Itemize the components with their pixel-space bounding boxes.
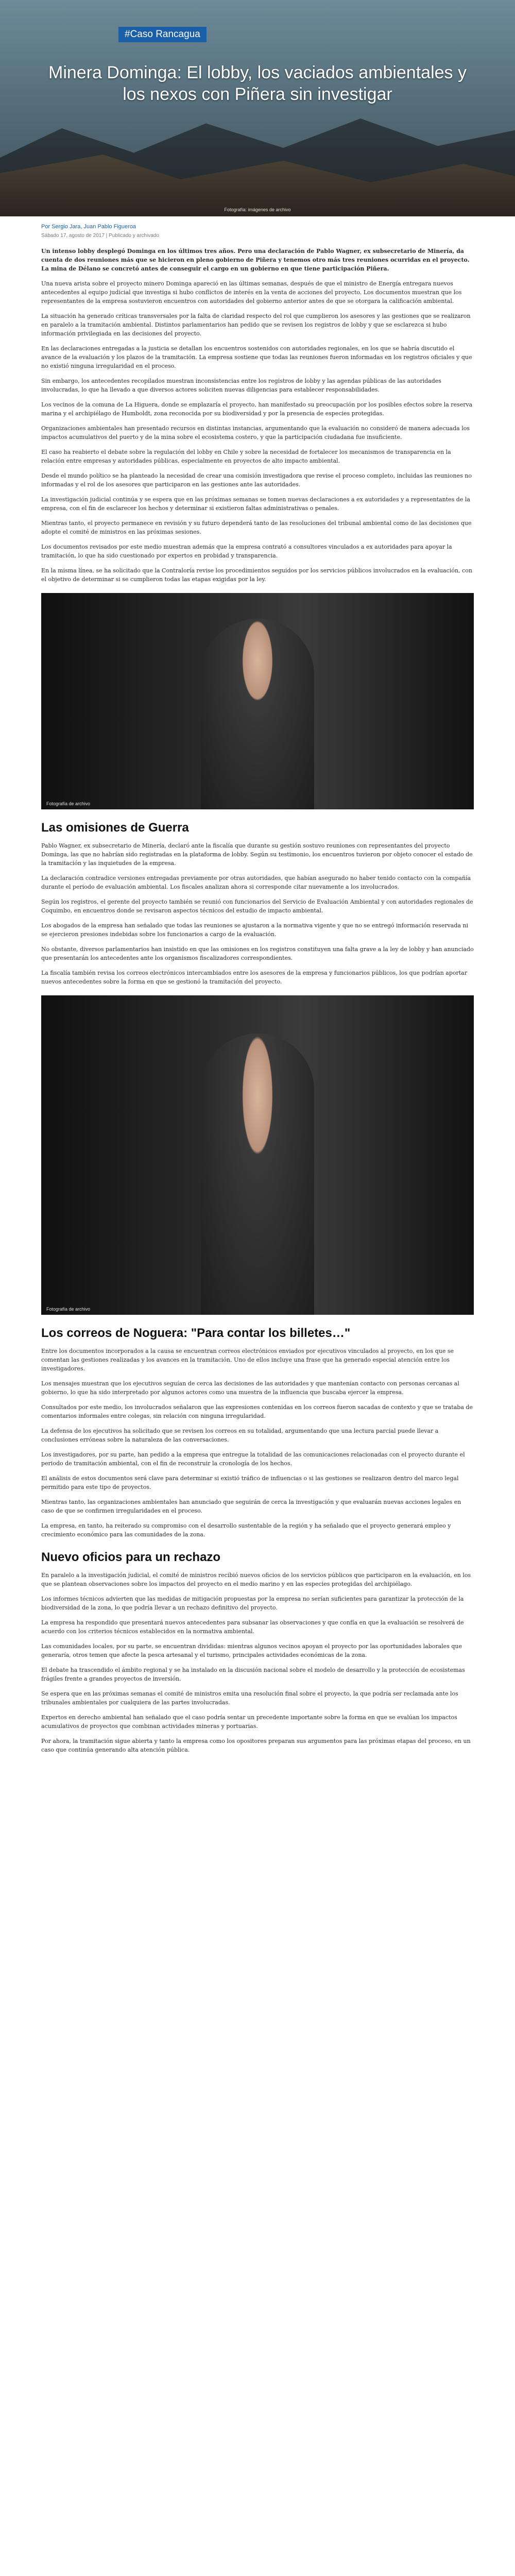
- section-heading: Los correos de Noguera: "Para contar los billetes…": [41, 1326, 351, 1340]
- lead-paragraph: Un intenso lobby desplegó Dominga en los últimos tres años. Pero una declaración de Pablo Wagner, ex subsecretario de Minería, da cuenta de dos reuniones más que se hicieron en pleno gobierno de Piñera y tenemos otro más tres reuniones ocurridas en el proyecto. La mina de Délano se concretó antes de conseguir el cargo en un gobierno en que tiene participación Piñera.: [41, 248, 470, 272]
- article-photo-2: [41, 995, 474, 1315]
- body-paragraph: La fiscalía también revisa los correos electrónicos intercambiados entre los asesores de la empresa y funcionarios públicos, los que podrían aportar nuevos antecedentes sobre la forma en que se gestionó la tramitación del proyecto.: [41, 970, 467, 985]
- section-heading: Nuevo oficios para un rechazo: [41, 1550, 221, 1564]
- body-paragraphs: [41, 279, 474, 584]
- section-heading: Las omisiones de Guerra: [41, 821, 189, 835]
- body-paragraph: Mientras tanto, el proyecto permanece en revisión y su futuro dependerá tanto de las resoluciones del tribunal ambiental como de las decisiones que adopte el comité de ministros en las próximas sesiones.: [41, 520, 472, 535]
- body-paragraph: La declaración contradice versiones entregadas previamente por otras autoridades, que habían asegurado no haber tenido contacto con la compañía durante el periodo de evaluación ambiental. Los fiscales analizan ahora si corresponde citar nuevamente a los involucrados.: [41, 875, 471, 890]
- hero-caption: Fotografía: imágenes de archivo: [224, 207, 291, 212]
- body-paragraph: Consultados por este medio, los involucrados señalaron que las expresiones contenidas en los correos fueron sacadas de contexto y que se trataba de comentarios informales entre colegas, sin relación con ninguna irregularidad.: [41, 1404, 473, 1419]
- section-intro: [41, 247, 474, 584]
- body-paragraph: Los investigadores, por su parte, han pedido a la empresa que entregue la totalidad de las comunicaciones relacionadas con el proyecto durante el periodo de tramitación ambiental, con el fin de reconstruir la cronología de los hechos.: [41, 1451, 465, 1467]
- body-paragraph: La defensa de los ejecutivos ha solicitado que se revisen los correos en su totalidad, argumentando que una lectura parcial puede llevar a conclusiones erróneas sobre la naturaleza de las conversaciones.: [41, 1428, 439, 1443]
- body-paragraph: La empresa ha respondido que presentará nuevos antecedentes para subsanar las observaciones y que confía en que la evaluación se resolverá de acuerdo con los criterios técnicos establecidos en la normativa ambiental.: [41, 1619, 464, 1635]
- body-paragraph: Entre los documentos incorporados a la causa se encuentran correos electrónicos enviados por ejecutivos vinculados al proyecto, en los que se comentan las gestiones realizadas y los avances en la tramitación. Uno de ellos incluye una frase que ha generado especial atención entre los investigadores.: [41, 1348, 454, 1372]
- body-paragraph: El caso ha reabierto el debate sobre la regulación del lobby en Chile y sobre la necesidad de fortalecer los mecanismos de transparencia en la relación entre empresas y autoridades públicas, especialmente en proyectos de alto impacto ambiental.: [41, 449, 451, 464]
- body-paragraph: Las comunidades locales, por su parte, se encuentran divididas: mientras algunos vecinos apoyan el proyecto por las oportunidades laborales que generaría, otros temen que afecte la pesca artesanal y el turismo, principales actividades económicas de la zona.: [41, 1643, 462, 1658]
- body-paragraph: El debate ha trascendido el ámbito regional y se ha instalado en la discusión nacional sobre el modelo de desarrollo y la protección de ecosistemas frágiles frente a grandes proyectos de inversión.: [41, 1667, 465, 1682]
- body-paragraph: En paralelo a la investigación judicial, el comité de ministros recibió nuevos oficios de los servicios públicos que participaron en la evaluación, en los que se plantean observaciones sobre los impactos del proyecto en el medio marino y en las especies protegidas del archipiélago.: [41, 1572, 471, 1587]
- body-paragraph: Una nueva arista sobre el proyecto minero Dominga apareció en las últimas semanas, después de que el ministro de Energía entregara nuevos antecedentes al equipo judicial que investiga si hubo conflictos de interés en la venta de acciones del proyecto. Los documentos muestran que los representantes de la empresa sostuvieron encuentros con autoridades del gobierno anterior antes de que se otorgara la calificación ambiental.: [41, 280, 462, 304]
- person-silhouette: [201, 619, 314, 809]
- section-oficios: [41, 1550, 474, 1754]
- body-paragraph: Sin embargo, los antecedentes recopilados muestran inconsistencias entre los registros de lobby y las agendas públicas de las autoridades involucradas, lo que ha llevado a que diversos actores soliciten nuevas diligencias para establecer responsabilidades.: [41, 378, 441, 393]
- body-paragraph: Organizaciones ambientales han presentado recursos en distintas instancias, argumentando que la evaluación no consideró de manera adecuada los impactos acumulativos del puerto y de la mina sobre el ecosistema costero, y que la participación ciudadana fue insuficiente.: [41, 425, 470, 440]
- body-paragraph: La empresa, en tanto, ha reiterado su compromiso con el desarrollo sustentable de la región y ha señalado que el proyecto generará empleo y crecimiento económico para las comunidades de la zona.: [41, 1522, 451, 1538]
- hero-banner: [0, 0, 515, 216]
- body-paragraph: Los abogados de la empresa han señalado que todas las reuniones se ajustaron a la normativa vigente y que no se entregó información reservada ni se ejercieron presiones indebidas sobre los funcionarios a cargo de la evaluación.: [41, 922, 469, 938]
- section-correos: [41, 1326, 474, 1539]
- body-paragraph: No obstante, diversos parlamentarios han insistido en que las omisiones en los registros constituyen una falta grave a la ley de lobby y han anunciado que presentarán los antecedentes ante los organismos fiscalizadores correspondientes.: [41, 946, 474, 961]
- photo-caption: Fotografía de archivo: [46, 801, 91, 806]
- body-paragraphs: [41, 841, 474, 986]
- author-link[interactable]: Por Sergio Jara, Juan Pablo Figueroa: [41, 224, 136, 230]
- body-paragraph: Según los registros, el gerente del proyecto también se reunió con funcionarios del Servicio de Evaluación Ambiental y con autoridades regionales de Coquimbo, en encuentros donde se revisaron aspectos técnicos del estudio de impacto ambiental.: [41, 899, 473, 914]
- body-paragraph: Pablo Wagner, ex subsecretario de Minería, declaró ante la fiscalía que durante su gestión sostuvo reuniones con representantes del proyecto Dominga, las que no habrían sido registradas en la plataforma de lobby. Según su testimonio, los encuentros tuvieron por objeto conocer el estado de la tramitación y las inquietudes de la empresa.: [41, 842, 473, 867]
- body-paragraphs: [41, 1347, 474, 1539]
- body-paragraph: Desde el mundo político se ha planteado la necesidad de crear una comisión investigadora que revise el proceso completo, incluidas las reuniones no informadas y el rol de los asesores que participaron en las gestiones ante las autoridades.: [41, 472, 472, 488]
- body-paragraph: Los documentos revisados por este medio muestran además que la empresa contrató a consultores vinculados a ex autoridades para apoyar la tramitación, lo que ha sido cuestionado por expertos en probidad y transparencia.: [41, 544, 452, 559]
- article-photo-1: [41, 593, 474, 809]
- section-omisiones: [41, 821, 474, 986]
- person-silhouette: [201, 1033, 314, 1315]
- body-paragraph: En las declaraciones entregadas a la justicia se detallan los encuentros sostenidos con autoridades regionales, en los que se habría discutido el avance de la evaluación y los plazos de la tramitación. La empresa sostiene que todas las reuniones fueron informadas en los registros oficiales y que no existió ninguna irregularidad en el proceso.: [41, 345, 472, 369]
- body-paragraph: Los mensajes muestran que los ejecutivos seguían de cerca las decisiones de las autoridades y que mantenían contacto con personas cercanas al gobierno, lo que ha sido interpretado por algunos actores como una muestra de la influencia que buscaba ejercer la empresa.: [41, 1380, 459, 1396]
- body-paragraph: El análisis de estos documentos será clave para determinar si existió tráfico de influencias o si las gestiones se realizaron dentro del marco legal permitido para este tipo de proyectos.: [41, 1475, 459, 1490]
- body-paragraph: Mientras tanto, las organizaciones ambientales han anunciado que seguirán de cerca la investigación y que evaluarán nuevas acciones legales en caso de que se confirmen irregularidades en el proceso.: [41, 1499, 461, 1514]
- photo-caption: Fotografía de archivo: [46, 1307, 91, 1312]
- body-paragraph: Por ahora, la tramitación sigue abierta y tanto la empresa como los opositores preparan sus argumentos para las próximas etapas del proceso, en un caso que continúa generando alta atención pública.: [41, 1738, 471, 1753]
- body-paragraph: La investigación judicial continúa y se espera que en las próximas semanas se tomen nuevas declaraciones a ex autoridades y a representantes de la empresa, con el fin de esclarecer los hechos y determinar si existieron faltas administrativas o penales.: [41, 496, 470, 512]
- body-paragraph: En la misma línea, se ha solicitado que la Contraloría revise los procedimientos seguidos por los servicios públicos involucrados en la evaluación, con el objetivo de determinar si se cumplieron todas las etapas exigidas por la ley.: [41, 567, 472, 583]
- byline: [41, 224, 474, 230]
- publish-date: Sábado 17, agosto de 2017 | Publicado y archivado: [41, 233, 159, 239]
- body-paragraph: Los informes técnicos advierten que las medidas de mitigación propuestas por la empresa no serían suficientes para garantizar la protección de la biodiversidad de la zona, lo que podría llevar a un rechazo definitivo del proyecto.: [41, 1596, 464, 1611]
- article-title: Minera Dominga: El lobby, los vaciados ambientales y los nexos con Piñera sin investigar: [48, 63, 467, 104]
- body-paragraph: Se espera que en las próximas semanas el comité de ministros emita una resolución final sobre el proyecto, la que podría ser reclamada ante los tribunales ambientales por cualquiera de las partes involucradas.: [41, 1690, 458, 1706]
- body-paragraph: La situación ha generado críticas transversales por la falta de claridad respecto del rol que cumplieron los asesores y las gestiones que se realizaron en paralelo a la tramitación ambiental. Distintos parlamentarios han pedido que se revisen los registros de lobby y que se esclarezca si hubo información privilegiada en las decisiones del proyecto.: [41, 313, 471, 337]
- body-paragraphs: [41, 1571, 474, 1754]
- body-paragraph: Expertos en derecho ambiental han señalado que el caso podría sentar un precedente importante sobre la forma en que se evalúan los impactos acumulativos de proyectos que combinan actividades mineras y portuarias.: [41, 1714, 457, 1730]
- body-paragraph: Los vecinos de la comuna de La Higuera, donde se emplazaría el proyecto, han manifestado su preocupación por los posibles efectos sobre la reserva marina y el archipiélago de Humboldt, zona reconocida por su biodiversidad y por la presencia de especies protegidas.: [41, 401, 473, 417]
- category-tag[interactable]: #Caso Rancagua: [118, 27, 207, 42]
